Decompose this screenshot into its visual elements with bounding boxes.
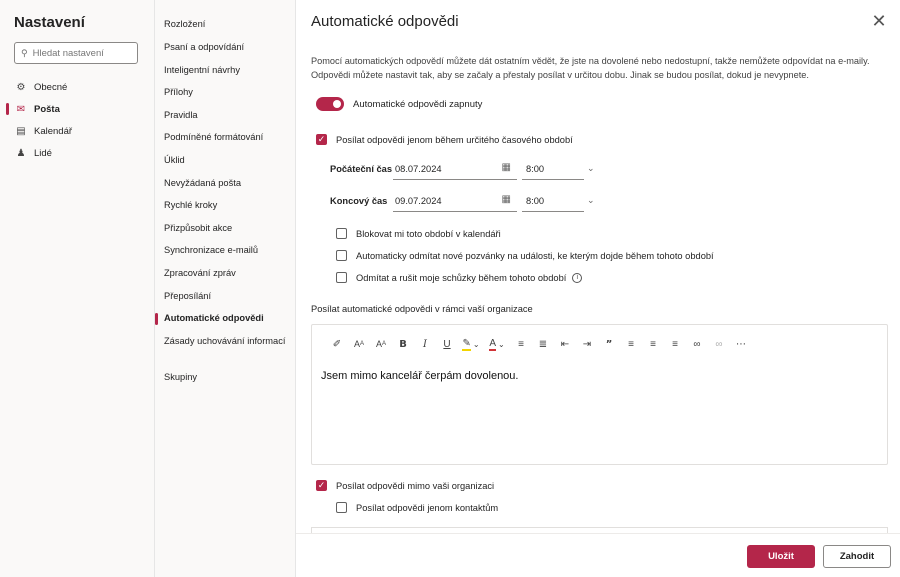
font-color-icon[interactable]: A ⌄	[489, 337, 505, 349]
highlight-icon[interactable]: ✎ ⌄	[462, 337, 480, 349]
start-time-field[interactable]	[522, 158, 584, 180]
format-painter-icon[interactable]: ✐	[332, 338, 342, 350]
checkmark-icon[interactable]: ✓	[317, 134, 326, 144]
time-period-checkbox-row[interactable]	[316, 134, 573, 145]
submenu-item-automatic-replies[interactable]: Automatické odpovědi	[164, 312, 289, 325]
submenu-item-smart-suggestions[interactable]: Inteligentní návrhy	[164, 65, 240, 75]
panel-title: Automatické odpovědi	[311, 13, 459, 30]
end-date-field[interactable]	[393, 190, 517, 212]
checkbox-icon[interactable]	[336, 272, 347, 283]
editor-toolbar	[326, 336, 752, 352]
checkbox-icon[interactable]	[336, 228, 347, 239]
more-options-icon[interactable]: ⋯	[736, 338, 746, 350]
increase-indent-icon[interactable]: ⇥	[582, 338, 592, 350]
unlink-icon: ∞	[715, 338, 723, 350]
automatic-replies-panel	[296, 0, 900, 577]
sidebar-item-label: Obecné	[34, 81, 68, 93]
mail-icon: ✉	[16, 103, 26, 115]
settings-search-input[interactable]	[33, 48, 133, 59]
submenu-item-rules[interactable]: Pravidla	[164, 110, 198, 120]
end-date-value: 09.07.2024	[395, 195, 442, 206]
start-date-field[interactable]	[393, 158, 517, 180]
submenu-item-retention-policies[interactable]: Zásady uchovávání informací	[164, 336, 286, 346]
quote-icon[interactable]: ”	[605, 338, 613, 350]
info-icon[interactable]: i	[572, 273, 582, 283]
submenu-item-quick-steps[interactable]: Rychlé kroky	[164, 200, 218, 210]
decline-new-label: Automaticky odmítat nové pozvánky na události, ke kterým dojde během tohoto období	[356, 250, 714, 261]
align-center-icon[interactable]: ≡	[650, 338, 656, 350]
search-icon: ⚲	[21, 47, 28, 58]
message-editor[interactable]	[311, 324, 888, 465]
submenu-item-customize-actions[interactable]: Přizpůsobit akce	[164, 223, 233, 233]
end-time-value: 8:00	[526, 195, 545, 206]
font-size-icon[interactable]: A A	[353, 339, 365, 349]
submenu-item-compose[interactable]: Psaní a odpovídání	[164, 42, 245, 52]
time-period-label: Posílat odpovědi jenom během určitého časového období	[336, 134, 573, 145]
sidebar-item-mail[interactable]	[14, 100, 144, 118]
outside-org-checkbox-row[interactable]	[316, 480, 494, 491]
people-icon: ♟	[16, 147, 26, 159]
chevron-down-icon[interactable]: ⌄	[587, 163, 595, 173]
contacts-only-label: Posílat odpovědi jenom kontaktům	[356, 502, 499, 513]
gear-icon: ⚙	[16, 81, 26, 93]
italic-icon[interactable]: I	[423, 338, 427, 350]
align-left-icon[interactable]: ≡	[628, 338, 634, 350]
sidebar-item-people[interactable]	[14, 144, 144, 162]
submenu-item-groups[interactable]: Skupiny	[164, 372, 198, 382]
bullet-list-icon[interactable]: ≡	[518, 338, 524, 350]
checkbox-icon[interactable]	[336, 502, 347, 513]
submenu-item-message-handling[interactable]: Zpracování zpráv	[164, 268, 236, 278]
submenu-item-junk[interactable]: Nevyžádaná pošta	[164, 178, 242, 188]
align-right-icon[interactable]: ≡	[672, 338, 678, 350]
submenu-item-sync-email[interactable]: Synchronizace e-mailů	[164, 245, 259, 255]
auto-replies-toggle-row[interactable]	[316, 97, 482, 111]
outside-org-label: Posílat odpovědi mimo vaši organizaci	[336, 480, 495, 491]
decline-cancel-checkbox-row[interactable]	[336, 272, 582, 283]
link-icon[interactable]: ∞	[693, 338, 701, 350]
settings-title: Nastavení	[14, 14, 85, 31]
block-calendar-checkbox-row[interactable]	[336, 228, 501, 239]
block-calendar-label: Blokovat mi toto období v kalendáři	[356, 228, 501, 239]
submenu-item-forwarding[interactable]: Přeposílání	[164, 291, 212, 301]
calendar-icon: ▤	[16, 125, 26, 137]
toggle-label: Automatické odpovědi zapnuty	[353, 98, 483, 110]
checkbox-icon[interactable]	[336, 250, 347, 261]
submenu-item-sweep[interactable]: Úklid	[164, 155, 185, 165]
close-icon[interactable]: ✕	[871, 11, 887, 31]
auto-replies-toggle[interactable]	[316, 97, 344, 111]
calendar-icon[interactable]: ▦	[501, 162, 511, 173]
save-button[interactable]: Uložit	[747, 545, 815, 568]
end-time-field[interactable]	[522, 190, 584, 212]
submenu-item-conditional-formatting[interactable]: Podmíněné formátování	[164, 132, 264, 142]
sidebar-item-calendar[interactable]	[14, 122, 144, 140]
action-bar	[296, 533, 900, 577]
submenu-item-attachments[interactable]: Přílohy	[164, 87, 193, 97]
calendar-icon[interactable]: ▦	[501, 194, 511, 205]
contacts-only-checkbox-row[interactable]	[336, 502, 498, 513]
settings-sidebar	[0, 0, 155, 577]
decrease-indent-icon[interactable]: ⇤	[560, 338, 570, 350]
underline-icon[interactable]: U	[443, 338, 451, 350]
decline-cancel-label: Odmítat a rušit moje schůzky během tohoto období	[356, 272, 567, 283]
decline-new-checkbox-row[interactable]	[336, 250, 714, 261]
mail-settings-submenu	[155, 0, 296, 577]
checkmark-icon[interactable]: ✓	[317, 480, 326, 490]
start-time-value: 8:00	[526, 163, 545, 174]
end-time-label: Koncový čas	[330, 196, 388, 206]
message-body[interactable]: Jsem mimo kancelář čerpám dovolenou.	[321, 370, 519, 382]
text-size-increase-icon[interactable]: A A	[375, 339, 387, 349]
sidebar-item-label: Lidé	[34, 147, 52, 159]
sidebar-item-label: Pošta	[34, 103, 60, 115]
sidebar-item-label: Kalendář	[34, 125, 73, 137]
sidebar-item-general[interactable]	[14, 78, 144, 96]
inside-org-label: Posílat automatické odpovědi v rámci vaší organizace	[311, 304, 533, 314]
panel-description: Pomocí automatických odpovědí můžete dát ostatním vědět, že jste na dovolené nebo nedostupní, takže nemůžete odpovídat na e-maily. Odpovědi můžete nastavit tak, aby se začaly a přestaly posílat v určitou dobu. Jinak se budou posílat, dokud je nevypnete.	[311, 56, 870, 80]
chevron-down-icon[interactable]: ⌄	[587, 195, 595, 205]
discard-button[interactable]: Zahodit	[823, 545, 891, 568]
submenu-item-layout[interactable]: Rozložení	[164, 19, 206, 29]
start-time-label: Počáteční čas	[330, 164, 393, 174]
settings-search-box[interactable]	[14, 42, 138, 64]
bold-icon[interactable]: B	[399, 338, 407, 350]
numbered-list-icon[interactable]: ≣	[538, 338, 548, 350]
start-date-value: 08.07.2024	[395, 163, 442, 174]
